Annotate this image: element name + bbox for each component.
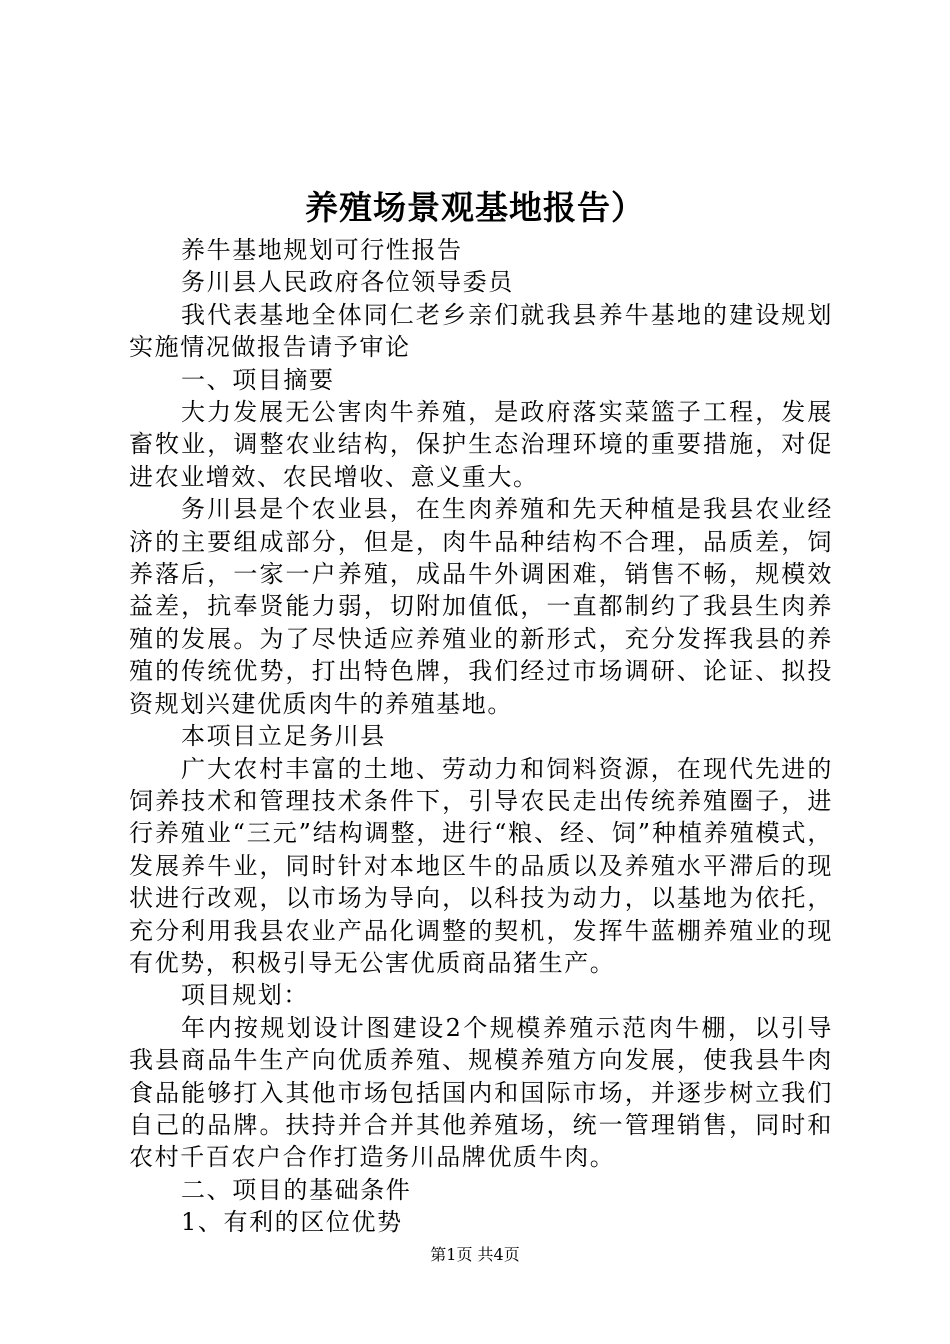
- page-number: 第1页 共4页: [430, 1245, 520, 1264]
- paragraph: 年内按规划设计图建设2个规模养殖示范肉牛棚，以引导我县商品牛生产向优质养殖、规模养殖方向发展，使我县牛肉食品能够打入其他市场包括国内和国际市场，并逐步树立我们自己的品牌。扶持并合并其他养殖场，统一管理销售，同时和农村千百农户合作打造务川品牌优质牛肉。: [129, 1013, 833, 1172]
- document-title: 养殖场景观基地报告）: [305, 188, 645, 227]
- paragraph: 我代表基地全体同仁老乡亲们就我县养牛基地的建设规划实施情况做报告请予审论: [129, 300, 833, 362]
- document-body: [129, 234, 833, 1239]
- section-heading: 项目规划：: [181, 981, 309, 1010]
- section-heading: 1、有利的区位优势: [181, 1208, 403, 1237]
- section-heading: 二、项目的基础条件: [181, 1175, 412, 1204]
- section-heading: 一、项目摘要: [181, 365, 335, 394]
- paragraph: 本项目立足务川县: [181, 722, 386, 751]
- paragraph: 养牛基地规划可行性报告: [181, 236, 463, 264]
- paragraph: 务川县是个农业县，在生肉养殖和先天种植是我县农业经济的主要组成部分，但是，肉牛品种结构不合理，品质差，饲养落后，一家一户养殖，成品牛外调困难，销售不畅，规模效益差，抗奉贤能力弱，切附加值低，一直都制约了我县生肉养殖的发展。为了尽快适应养殖业的新形式，充分发挥我县的养殖的传统优势，打出特色牌，我们经过市场调研、论证、拟投资规划兴建优质肉牛的养殖基地。: [129, 495, 833, 718]
- paragraph: 大力发展无公害肉牛养殖，是政府落实菜篮子工程，发展畜牧业，调整农业结构，保护生态治理环境的重要措施，对促进农业增效、农民增收、意义重大。: [129, 398, 833, 491]
- paragraph: 广大农村丰富的土地、劳动力和饲料资源，在现代先进的饲养技术和管理技术条件下，引导农民走出传统养殖圈子，进行养殖业“三元”结构调整，进行“粮、经、饲”种植养殖模式，发展养牛业，同时针对本地区牛的品质以及养殖水平滞后的现状进行改观，以市场为导向，以科技为动力，以基地为依托，充分利用我县农业产品化调整的契机，发挥牛蓝棚养殖业的现有优势，积极引导无公害优质商品猪生产。: [129, 754, 833, 977]
- paragraph: 务川县人民政府各位领导委员: [181, 268, 514, 297]
